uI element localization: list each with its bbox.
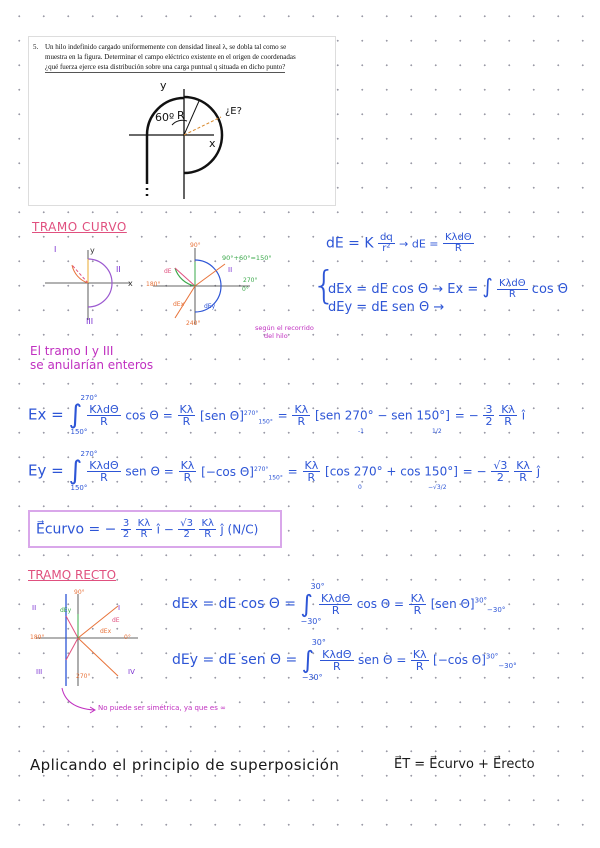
- curvo-ex-fd: R: [182, 414, 191, 428]
- curvo-de-den: r²: [382, 243, 391, 254]
- curvo-ey-res-d: 2: [496, 470, 504, 484]
- curvo-ex-br-low: 150°: [258, 417, 273, 425]
- figure-question-label: ¿E?: [225, 106, 242, 117]
- ecurvo-k2: Kλ: [201, 518, 214, 529]
- ecurvo-f2d: 2: [183, 529, 190, 540]
- curvo-ex-f3: Kλ: [501, 402, 515, 416]
- recto-270: 270°: [76, 673, 91, 680]
- curvo-sketch-note-1: según el recorrido: [255, 324, 314, 332]
- curvo-dex-lhs: dEx = dE cos Θ → Ex =: [328, 282, 479, 297]
- recto-dey-up: 30°: [311, 638, 326, 647]
- recto-dex-line: dEx = dE cos Θ = ∫ 30° −30° $\frac{\text{KλdΘ}}{R}$ cos Θ = $\frac{K\lambda}{R}$ [sen Θ]$^{30^\circ}_{-30^\circ}$: [172, 582, 506, 626]
- curvo-ex-f2: Kλ: [294, 402, 309, 416]
- curvo-sketch1-y: y: [90, 246, 95, 255]
- curvo-brace: {: [312, 263, 337, 307]
- curvo-dey-eq: dEy = dE sen Θ →: [328, 300, 445, 315]
- ecurvo-f1d: 2: [122, 529, 130, 540]
- ecurvo-result: [36, 519, 258, 540]
- recto-dey-line: dEy = dE sen Θ = ∫ 30° −30° $\frac{\text{KλdΘ}}{R}$ sen Θ = $\frac{K\lambda}{R}$ [−cos Θ]$^{30^\circ}_{-30^\circ}$: [172, 638, 517, 682]
- recto-dex-fd: R: [413, 603, 422, 617]
- curvo-ex-lhs: Ex =: [28, 405, 64, 424]
- curvo-ey-mid: sen Θ =: [125, 464, 174, 479]
- figure-y-label: y: [160, 79, 167, 92]
- curvo-ex-bracket: [sen Θ]: [200, 408, 244, 423]
- recto-dey-bracket: [−cos Θ]: [433, 653, 486, 667]
- curvo-sketch-1: [30, 245, 140, 325]
- curvo-note-2: se anularían enteros: [30, 358, 154, 372]
- curvo-ey-lhs: Ey =: [28, 461, 64, 480]
- recto-dey-lhs: dEy = dE sen Θ =: [172, 652, 298, 668]
- curvo-ey-num: KλdΘ: [89, 458, 119, 472]
- curvo-dex-den: R: [508, 289, 516, 300]
- curvo-sketch2-de: dE: [164, 268, 172, 275]
- recto-dex: dEx: [100, 628, 112, 635]
- recto-dey-br-up: 30°: [485, 652, 499, 661]
- curvo-sketch2-q2: II: [228, 266, 233, 274]
- problem-line-3: ¿qué fuerza ejerce esta distribución sobre una carga puntual q situada en dicho punto?: [45, 63, 286, 71]
- recto-q2: II: [32, 604, 37, 612]
- curvo-sketch-note-2: del hilo: [264, 332, 288, 340]
- ecurvo-mid: î −: [156, 522, 174, 537]
- heading-tramo-curvo: TRAMO CURVO: [32, 220, 127, 234]
- final-equation: E⃗T = E⃗curvo + E⃗recto: [394, 757, 535, 772]
- recto-q1: I: [118, 604, 121, 612]
- figure-x-label: x: [209, 137, 216, 150]
- problem-number: 5.: [33, 43, 39, 51]
- curvo-dex-end: cos Θ: [531, 282, 569, 297]
- ecurvo-f1n: 3: [122, 518, 130, 529]
- curvo-dex-num: KλdΘ: [498, 278, 526, 289]
- ecurvo-k1: Kλ: [137, 518, 151, 529]
- recto-dey-f: Kλ: [412, 647, 427, 661]
- curvo-sketch2-0: 0°: [242, 286, 249, 293]
- curvo-de-eq: [326, 233, 474, 254]
- curvo-ey-br-low: 150°: [268, 473, 283, 481]
- ecurvo-r1: R: [140, 529, 148, 540]
- curvo-sketch2-180: 180°: [146, 281, 161, 288]
- ecurvo-lhs: E⃗curvo = −: [36, 521, 117, 538]
- curvo-de-lhs: dE = K: [326, 235, 374, 252]
- curvo-ey-bracket: [−cos Θ]: [201, 464, 254, 479]
- curvo-sketch1-x: x: [128, 279, 133, 288]
- problem-line-1: Un hilo indefinido cargado uniformemente con densidad lineal λ, se dobla tal como se: [45, 43, 287, 51]
- recto-dey-mid: sen Θ =: [358, 653, 407, 667]
- curvo-ey-res: = −: [462, 464, 487, 479]
- curvo-sketch2-270: 270°: [243, 277, 258, 284]
- curvo-de-den2: R: [454, 243, 462, 254]
- recto-dex-f: Kλ: [410, 591, 425, 605]
- problem-line-2: muestra en la figura. Determinar el campo eléctrico existente en el origen de coordenadas: [45, 53, 296, 61]
- curvo-note-1: El tramo I y III: [30, 344, 114, 358]
- recto-dey-low: −30°: [301, 673, 323, 682]
- curvo-de-eq2: → dE =: [399, 237, 439, 251]
- recto-dex-mid: cos Θ =: [356, 597, 405, 611]
- curvo-ey-line: Ey = ∫ 270° 150° $\frac{\text{KλdΘ}}{R}$ sen Θ = $\frac{K\lambda}{R}$ [−cos Θ]$^{270^\circ}_{150^\circ}$ = $\frac{K\lambda}{R}$ [cos 270° + cos 150°] = − $\frac{√3}{2}$ $\frac{K\lambda}{R}$ ĵ: [28, 450, 541, 492]
- curvo-ey-bracket2: [cos 270° + cos 150°]: [325, 464, 458, 479]
- ecurvo-end: ĵ (N/C): [220, 522, 259, 537]
- curvo-ey-bracket-wrap: [201, 465, 283, 479]
- recto-0: 0°: [124, 634, 131, 641]
- heading-tramo-recto: TRAMO RECTO: [28, 568, 117, 582]
- curvo-ey-fd: R: [183, 470, 192, 484]
- ecurvo-f2n: √3: [180, 518, 193, 529]
- recto-q3: III: [36, 668, 43, 676]
- curvo-sketch2-dey: dEy: [204, 303, 216, 310]
- curvo-ex-fd2: R: [297, 414, 306, 428]
- recto-dey-den: R: [333, 659, 341, 673]
- curvo-dex-eq: dEx = dE cos Θ → Ex = ∫ $\frac{\text{KλdΘ}}{R}$ cos Θ: [328, 274, 569, 300]
- ecurvo-result-box: [28, 510, 282, 548]
- recto-note: No puede ser simétrica, ya que es ∞: [98, 704, 226, 712]
- final-text: Aplicando el principio de superposición: [30, 756, 340, 774]
- curvo-ex-res-d: 2: [485, 414, 493, 428]
- curvo-ex-up: 270°: [80, 394, 98, 402]
- curvo-ex-fd3: R: [504, 414, 512, 428]
- figure-r-label: R: [177, 109, 185, 122]
- curvo-ey-f3: Kλ: [516, 458, 530, 472]
- recto-dex-br-up: 30°: [474, 596, 488, 605]
- curvo-ex-bracket-wrap: [200, 409, 273, 423]
- figure-angle-label: 60º: [155, 111, 175, 124]
- curvo-ex-res-n: 3: [485, 402, 493, 416]
- curvo-de-num: dq: [380, 232, 393, 243]
- recto-90: 90°: [74, 589, 85, 596]
- recto-q4: IV: [128, 668, 135, 676]
- problem-statement: [28, 36, 336, 206]
- curvo-ey-eq2: =: [287, 464, 298, 479]
- recto-dey-fd: R: [415, 659, 424, 673]
- curvo-ex-br-up: 270°: [243, 409, 259, 417]
- recto-dex-br-low: −30°: [487, 605, 506, 614]
- curvo-ey-up: 270°: [80, 450, 98, 458]
- curvo-sketch2-240: 240°: [186, 320, 201, 327]
- curvo-sketch1-q1: I: [54, 245, 57, 254]
- curvo-ey-res-n: √3: [493, 458, 508, 472]
- curvo-sketch2-90: 90°: [190, 242, 201, 249]
- recto-180: 180°: [30, 634, 45, 641]
- curvo-sketch2-dex: dEx: [173, 301, 185, 308]
- recto-dey: dEy: [60, 607, 72, 614]
- curvo-ey-fd2: R: [307, 470, 316, 484]
- curvo-ey-val1: 0: [358, 484, 362, 491]
- curvo-ex-unit: î: [521, 408, 526, 423]
- curvo-de-num2: KλdΘ: [444, 232, 472, 243]
- curvo-sketch2-sum: 90°+60°=150°: [222, 254, 272, 262]
- curvo-ex-bracket2: [sen 270° − sen 150°]: [314, 408, 450, 423]
- curvo-ex-val2: 1/2: [432, 428, 442, 435]
- curvo-ex-eq2: =: [277, 408, 288, 423]
- curvo-ey-low: 150°: [70, 484, 88, 492]
- recto-dex-low: −30°: [300, 617, 322, 626]
- curvo-ey-unit: ĵ: [536, 464, 541, 479]
- curvo-ey-br-up: 270°: [253, 465, 269, 473]
- curvo-ey-den: R: [100, 470, 108, 484]
- curvo-ex-low: 150°: [70, 428, 88, 436]
- curvo-ey-f: Kλ: [180, 458, 195, 472]
- recto-dex-up: 30°: [310, 582, 325, 591]
- curvo-ex-val1: -1: [358, 428, 364, 435]
- curvo-ex-line: Ex = ∫ 270° 150° $\frac{\text{KλdΘ}}{R}$ cos Θ = $\frac{K\lambda}{R}$ [sen Θ]$^{270^\circ}_{150^\circ}$ = $\frac{K\lambda}{R}$ [sen 270° − sen 150°] = − $\frac{3}{2}$ $\frac{K\lambda}{R}$ î: [28, 394, 526, 436]
- curvo-ex-den: R: [100, 414, 108, 428]
- curvo-ex-f: Kλ: [179, 402, 194, 416]
- recto-dex-den: R: [331, 603, 340, 617]
- recto-dex-num: KλdΘ: [320, 591, 351, 605]
- curvo-ey-f2: Kλ: [304, 458, 319, 472]
- curvo-ex-res: = −: [454, 408, 479, 423]
- curvo-sketch1-q2: II: [116, 265, 121, 274]
- recto-dex-bracket: [sen Θ]: [430, 597, 475, 611]
- curvo-ey-val2: −√3/2: [428, 484, 447, 491]
- recto-dex-lhs: dEx = dE cos Θ =: [172, 596, 297, 612]
- recto-de: dE: [112, 617, 120, 624]
- recto-dey-num: KλdΘ: [322, 647, 352, 661]
- recto-dey-br-low: −30°: [498, 661, 517, 670]
- curvo-ey-fd3: R: [519, 470, 527, 484]
- curvo-ex-num: KλdΘ: [89, 402, 119, 416]
- curvo-sketch1-q3: III: [86, 317, 94, 326]
- curvo-ex-mid: cos Θ =: [125, 408, 173, 423]
- ecurvo-r2: R: [204, 529, 212, 540]
